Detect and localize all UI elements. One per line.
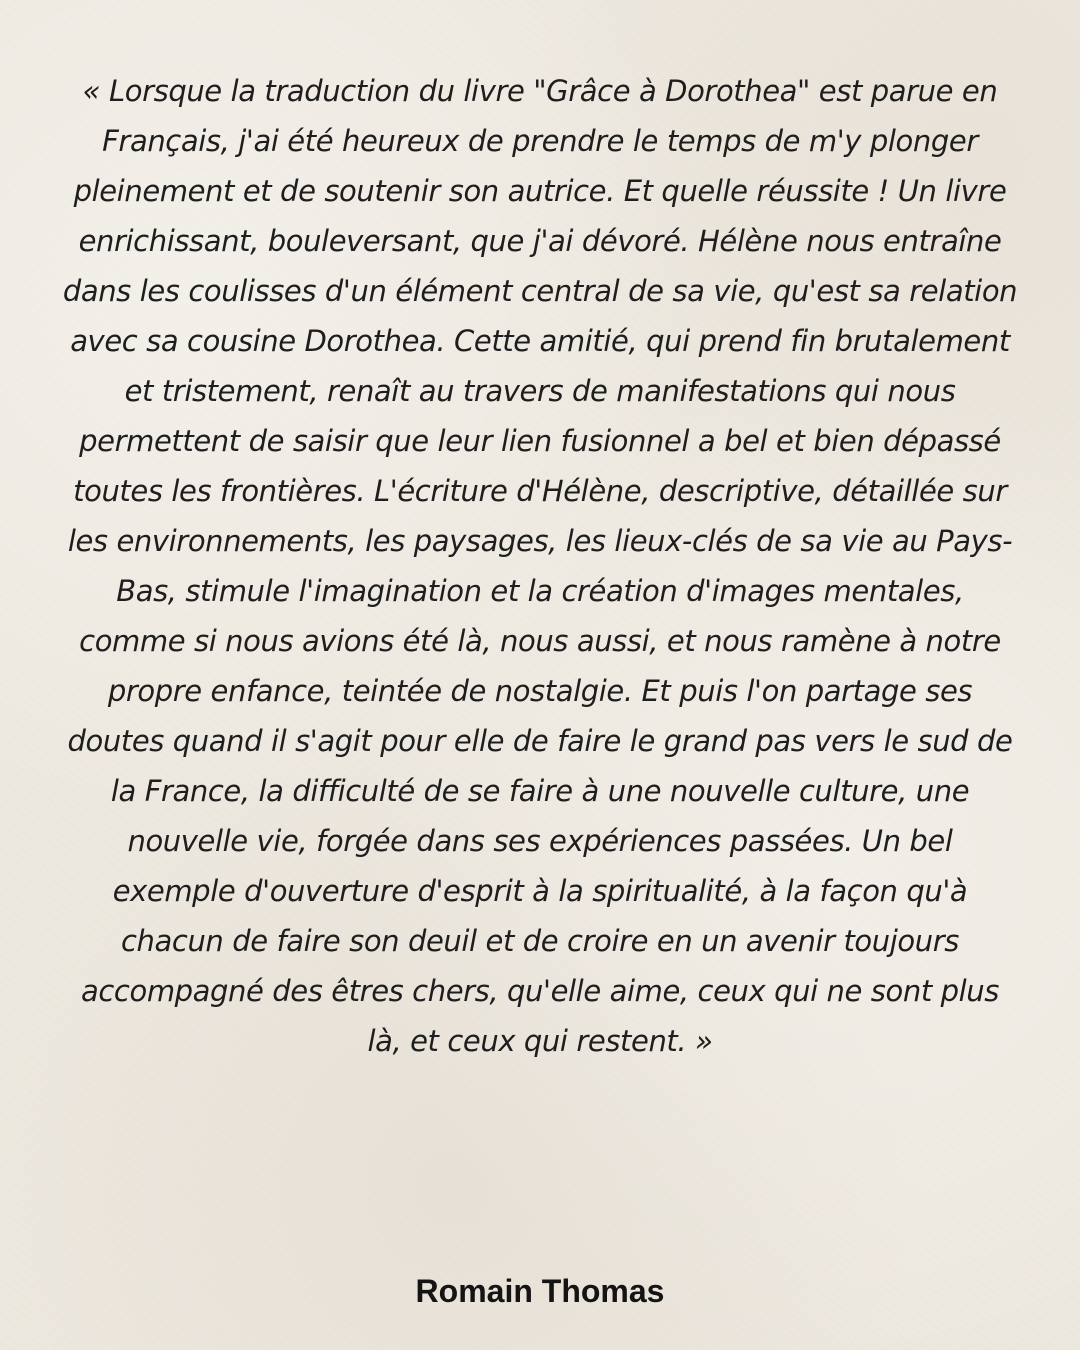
testimonial-quote: « Lorsque la traduction du livre "Grâce à Dorothea" est parue en Français, j'ai été heureux de prendre le temps de m'y plonger pleinement et de soutenir son autrice. Et quelle réussite ! Un livre enrichissant, bouleversant, que j'ai dévoré. Hélène nous entraîne dans les coulisses d'un élément central de sa vie, qu'est sa relation avec sa cousine Dorothea. Cette amitié, qui prend fin brutalement et tristement, renaît au travers de manifestations qui nous permettent de saisir que leur lien fusionnel a bel et bien dépassé toutes les frontières. L'écriture d'Hélène, descriptive, détaillée sur les environnements, les paysages, les lieux-clés de sa vie au Pays-Bas, stimule l'imagination et la création d'images mentales, comme si nous avions été là, nous aussi, et nous ramène à notre propre enfance, teintée de nostalgie. Et puis l'on partage ses doutes quand il s'agit pour elle de faire le grand pas vers le sud de la France, la difficulté de se faire à une nouvelle culture, une nouvelle vie, forgée dans ses expériences passées. Un bel exemple d'ouverture d'esprit à la spiritualité, à la façon qu'à chacun de faire son deuil et de croire en un avenir toujours accompagné des êtres chers, qu'elle aime, ceux qui ne sont plus là, et ceux qui restent. » — [62, 74, 1018, 1058]
author-name: Romain Thomas — [415, 1273, 665, 1309]
